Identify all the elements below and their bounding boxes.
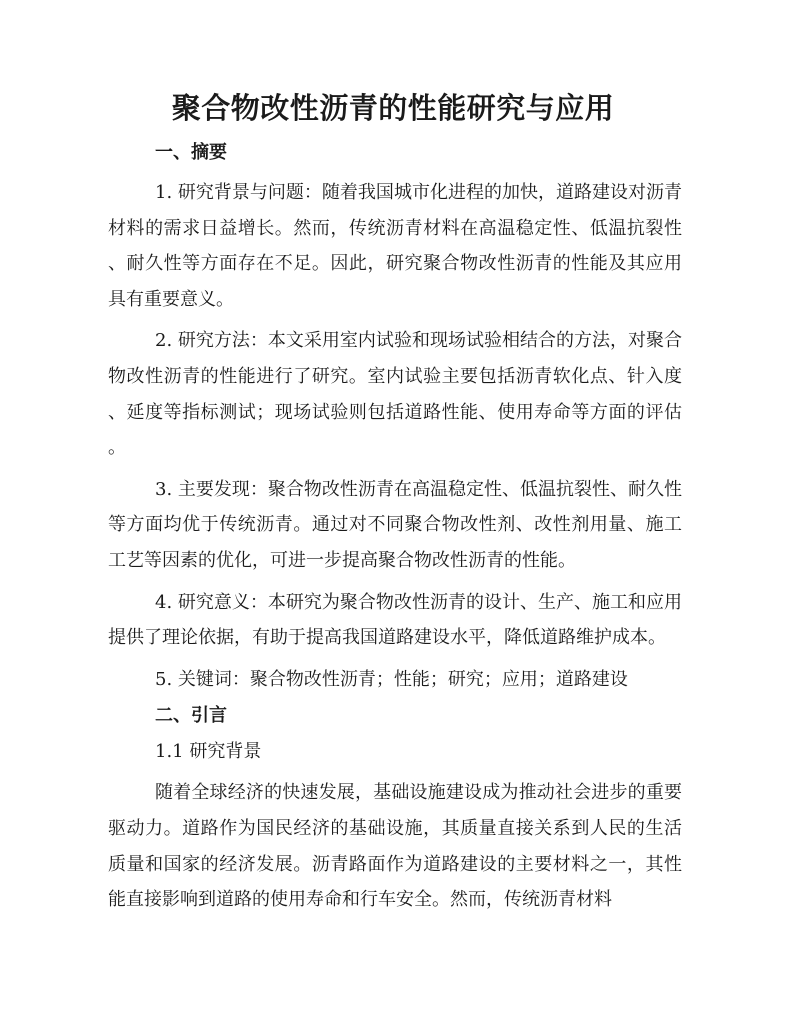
intro-heading: 二、引言 [155, 705, 227, 727]
abstract-item-keywords: 5. 关键词：聚合物改性沥青；性能；研究；应用；道路建设 [155, 668, 628, 690]
section-1-1-heading: 1.1 研究背景 [155, 741, 262, 763]
abstract-item-background: 1. 研究背景与问题：随着我国城市化进程的加快，道路建设对沥青材料的需求日益增长。然而，传统沥青材料在高温稳定性、低温抗裂性、耐久性等方面存在不足。因此，研究聚合物改性沥青的性能及其应用具有重要意义。 [108, 182, 682, 310]
document-page [108, 88, 682, 924]
abstract-item-methods: 2. 研究方法：本文采用室内试验和现场试验相结合的方法，对聚合物改性沥青的性能进行了研究。室内试验主要包括沥青软化点、针入度、延度等指标测试；现场试验则包括道路性能、使用寿命等方面的评估。 [108, 330, 682, 459]
abstract-item-significance: 4. 研究意义：本研究为聚合物改性沥青的设计、生产、施工和应用提供了理论依据，有助于提高我国道路建设水平，降低道路维护成本。 [108, 591, 682, 649]
document-title: 聚合物改性沥青的性能研究与应用 [171, 91, 615, 125]
abstract-heading: 一、摘要 [155, 142, 227, 163]
abstract-item-findings: 3. 主要发现：聚合物改性沥青在高温稳定性、低温抗裂性、耐久性等方面均优于传统沥青。通过对不同聚合物改性剂、改性剂用量、施工工艺等因素的优化，可进一步提高聚合物改性沥青的性能。 [108, 478, 682, 571]
section-1-1-paragraph: 随着全球经济的快速发展，基础设施建设成为推动社会进步的重要驱动力。道路作为国民经济的基础设施，其质量直接关系到人民的生活质量和国家的经济发展。沥青路面作为道路建设的主要材料之一，其性能直接影响到道路的使用寿命和行车安全。然而，传统沥青材料 [108, 782, 682, 911]
